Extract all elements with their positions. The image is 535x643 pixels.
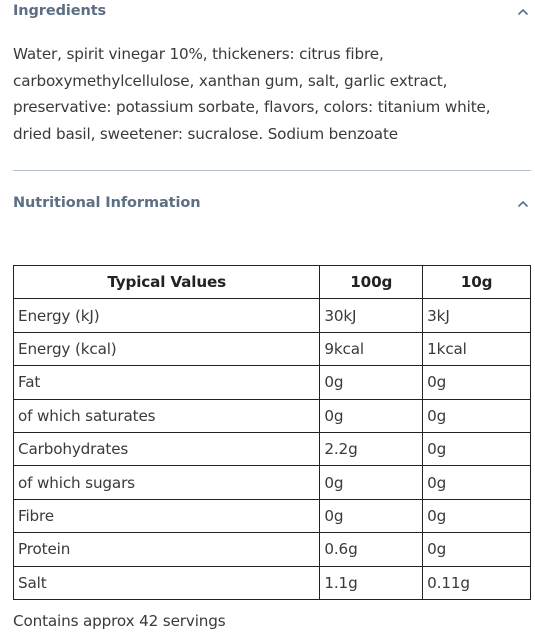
value-100g: 2.2g	[320, 432, 423, 465]
value-10g: 0g	[423, 533, 531, 566]
nutrition-section-header[interactable]	[13, 192, 530, 214]
value-100g: 0g	[320, 366, 423, 399]
value-10g: 0g	[423, 499, 531, 532]
nutrient-name: Fat	[14, 366, 320, 399]
value-10g: 0g	[423, 432, 531, 465]
value-10g: 0g	[423, 399, 531, 432]
nutrient-name: Energy (kcal)	[14, 332, 320, 365]
section-divider	[13, 170, 531, 171]
nutrition-table	[13, 265, 531, 600]
value-10g: 1kcal	[423, 332, 531, 365]
header-typical-values: Typical Values	[14, 266, 320, 299]
nutrient-name: Carbohydrates	[14, 432, 320, 465]
table-header-row	[14, 266, 531, 299]
nutrient-name: Energy (kJ)	[14, 299, 320, 332]
table-row	[14, 399, 531, 432]
nutrient-name: of which saturates	[14, 399, 320, 432]
nutrient-name: Protein	[14, 533, 320, 566]
table-row	[14, 332, 531, 365]
table-row	[14, 366, 531, 399]
value-100g: 0g	[320, 499, 423, 532]
table-row	[14, 533, 531, 566]
value-10g: 0g	[423, 466, 531, 499]
servings-note: Contains approx 42 servings	[13, 612, 226, 630]
header-100g: 100g	[320, 266, 423, 299]
table-row	[14, 499, 531, 532]
ingredients-section-header[interactable]	[13, 0, 530, 22]
chevron-up-icon[interactable]	[516, 196, 530, 210]
ingredients-text: Water, spirit vinegar 10%, thickeners: citrus fibre, carboxymethylcellulose, xanthan gum, salt, garlic extract, preservative: potassium sorbate, flavors, colors: titanium white, dried basil, sweetener: sucralose. Sodium benzoate	[13, 45, 491, 143]
value-100g: 30kJ	[320, 299, 423, 332]
table-row	[14, 466, 531, 499]
table-row	[14, 299, 531, 332]
header-10g: 10g	[423, 266, 531, 299]
value-10g: 3kJ	[423, 299, 531, 332]
nutrient-name: of which sugars	[14, 466, 320, 499]
table-row	[14, 566, 531, 599]
value-100g: 0.6g	[320, 533, 423, 566]
table-row	[14, 432, 531, 465]
value-10g: 0.11g	[423, 566, 531, 599]
nutrient-name: Salt	[14, 566, 320, 599]
value-100g: 0g	[320, 466, 423, 499]
nutrition-title: Nutritional Information	[13, 195, 201, 211]
value-100g: 1.1g	[320, 566, 423, 599]
value-10g: 0g	[423, 366, 531, 399]
value-100g: 0g	[320, 399, 423, 432]
nutrient-name: Fibre	[14, 499, 320, 532]
value-100g: 9kcal	[320, 332, 423, 365]
ingredients-title: Ingredients	[13, 3, 107, 19]
chevron-up-icon[interactable]	[516, 4, 530, 18]
